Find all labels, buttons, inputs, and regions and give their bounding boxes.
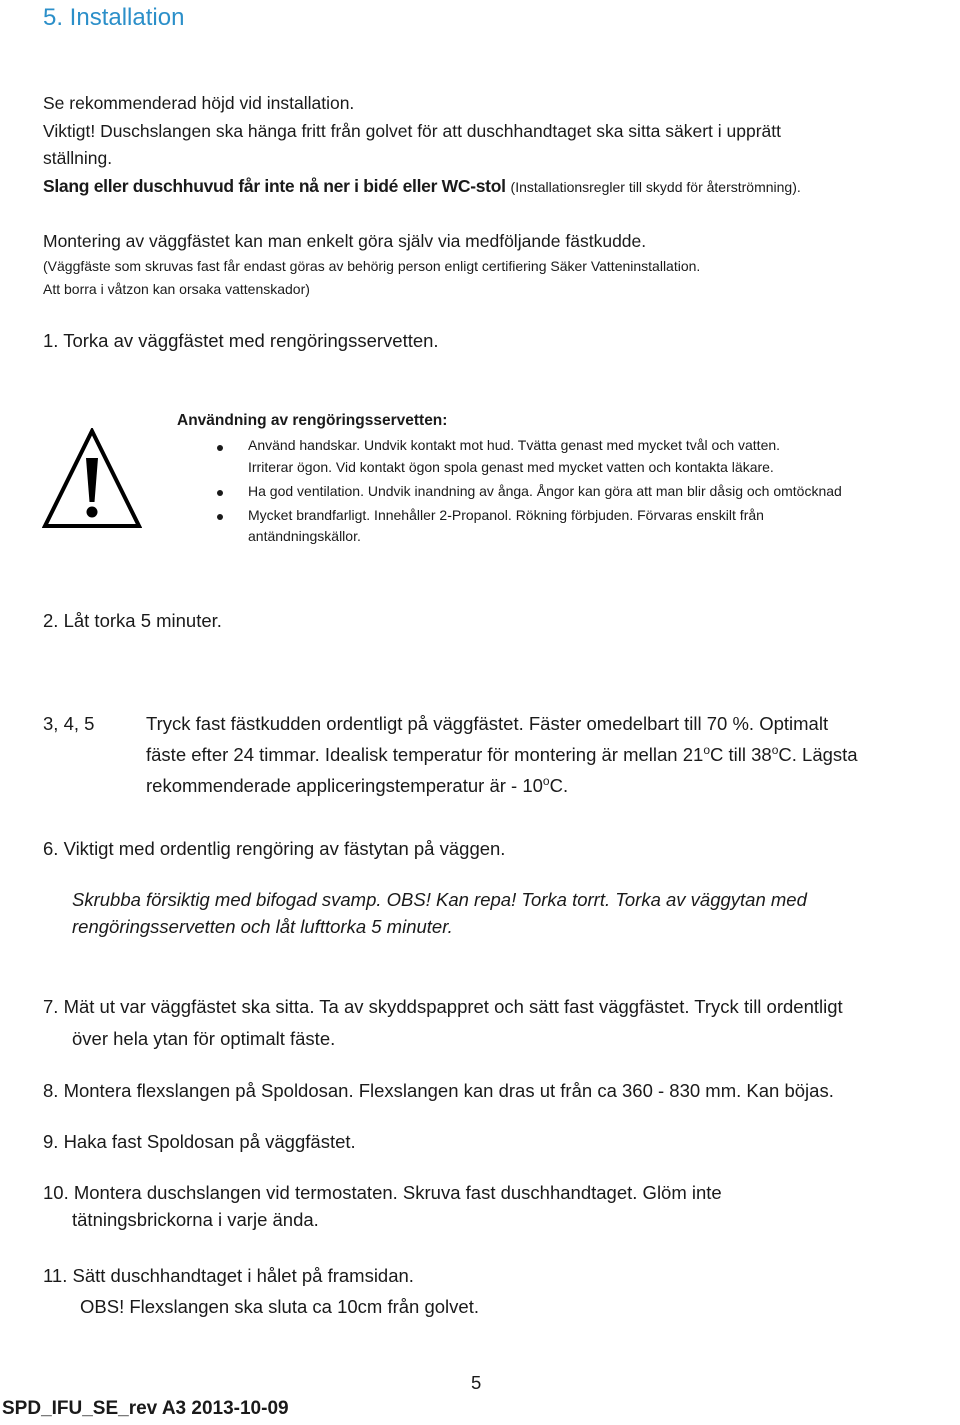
step-345-line-2c: C. Lägsta: [778, 744, 858, 765]
degree-mark: o: [703, 742, 710, 757]
warning-item-2: Ha god ventilation. Undvik inandning av ånga. Ångor kan göra att man blir dåsig och omtöcknad: [248, 483, 842, 499]
step-11-line-1: 11. Sätt duschhandtaget i hålet på framsidan.: [43, 1265, 414, 1286]
step-345-number: 3, 4, 5: [43, 713, 95, 734]
step-345-line-2: [146, 744, 858, 766]
intro-line-2: Viktigt! Duschslangen ska hänga fritt från golvet för att duschhandtaget ska sitta säkert i upprätt: [43, 121, 782, 141]
intro-line-3: ställning.: [43, 148, 113, 168]
step-345-line-3a: rekommenderade appliceringstemperatur är - 10: [146, 775, 543, 796]
intro-warning-bold: Slang eller duschhuvud får inte nå ner i bidé eller WC-stol: [43, 176, 506, 196]
page-number: 5: [471, 1372, 482, 1393]
step-345-line-2b: C till 38: [710, 744, 772, 765]
intro-line-1: Se rekommenderad höjd vid installation.: [43, 93, 355, 113]
step-345-line-3: [146, 775, 568, 797]
step-8: 8. Montera flexslangen på Spoldosan. Flexslangen kan dras ut från ca 360 - 830 mm. Kan böjas.: [43, 1080, 834, 1101]
mounting-line-2: (Väggfäste som skruvas fast får endast göras av behörig person enligt certifiering Säker Vatteninstallation.: [43, 258, 701, 274]
bullet-dot: [217, 445, 223, 451]
step-2: 2. Låt torka 5 minuter.: [43, 610, 222, 631]
bullet-dot: [217, 490, 223, 496]
step-345-line-2a: fäste efter 24 timmar. Idealisk temperatur för montering är mellan 21: [146, 744, 704, 765]
page-title: 5. Installation: [43, 4, 185, 31]
degree-mark: o: [771, 742, 779, 757]
intro-regulation-note: (Installationsregler till skydd för återströmning).: [510, 179, 801, 195]
warning-item-3-line-2: antändningskällor.: [248, 528, 361, 544]
bullet-dot: [217, 514, 223, 520]
step-11-line-2: OBS! Flexslangen ska sluta ca 10cm från golvet.: [80, 1296, 479, 1317]
warning-title: Användning av rengöringsservetten:: [177, 412, 448, 429]
step-6-instruction-line-2: rengöringsservetten och låt lufttorka 5 minuter.: [72, 916, 453, 937]
mounting-line-3: Att borra i våtzon kan orsaka vattenskador): [43, 281, 310, 297]
intro-line-4: [43, 176, 801, 197]
step-10-line-1: 10. Montera duschslangen vid termostaten. Skruva fast duschhandtaget. Glöm inte: [43, 1182, 722, 1203]
step-7-line-1: 7. Mät ut var väggfästet ska sitta. Ta av skyddspappret och sätt fast väggfästet. Tryck till ordentligt: [43, 996, 843, 1017]
step-6-instruction-line-1: Skrubba försiktig med bifogad svamp. OBS! Kan repa! Torka torrt. Torka av väggytan med: [72, 889, 807, 910]
step-10-line-2: tätningsbrickorna i varje ända.: [72, 1209, 319, 1230]
warning-item-1-line-2: Irriterar ögon. Vid kontakt ögon spola genast med mycket vatten och kontakta läkare.: [248, 459, 774, 475]
degree-mark: o: [542, 773, 550, 788]
step-1: 1. Torka av väggfästet med rengöringsservetten.: [43, 330, 439, 351]
step-6-title: 6. Viktigt med ordentlig rengöring av fästytan på väggen.: [43, 838, 506, 859]
step-9: 9. Haka fast Spoldosan på väggfästet.: [43, 1131, 356, 1152]
warning-item-1-line-1: Använd handskar. Undvik kontakt mot hud. Tvätta genast med mycket tvål och vatten.: [248, 437, 781, 453]
warning-triangle-icon: [42, 428, 142, 530]
mounting-line-1: Montering av väggfästet kan man enkelt göra själv via medföljande fästkudde.: [43, 231, 647, 251]
step-7-line-2: över hela ytan för optimalt fäste.: [72, 1028, 336, 1049]
step-345-line-1: Tryck fast fästkudden ordentligt på väggfästet. Fäster omedelbart till 70 %. Optimalt: [146, 713, 829, 734]
step-345-line-3b: C.: [549, 775, 569, 796]
footer-document-code: SPD_IFU_SE_rev A3 2013-10-09: [2, 1398, 289, 1419]
warning-item-3-line-1: Mycket brandfarligt. Innehåller 2-Propanol. Rökning förbjuden. Förvaras enskilt från: [248, 507, 764, 523]
